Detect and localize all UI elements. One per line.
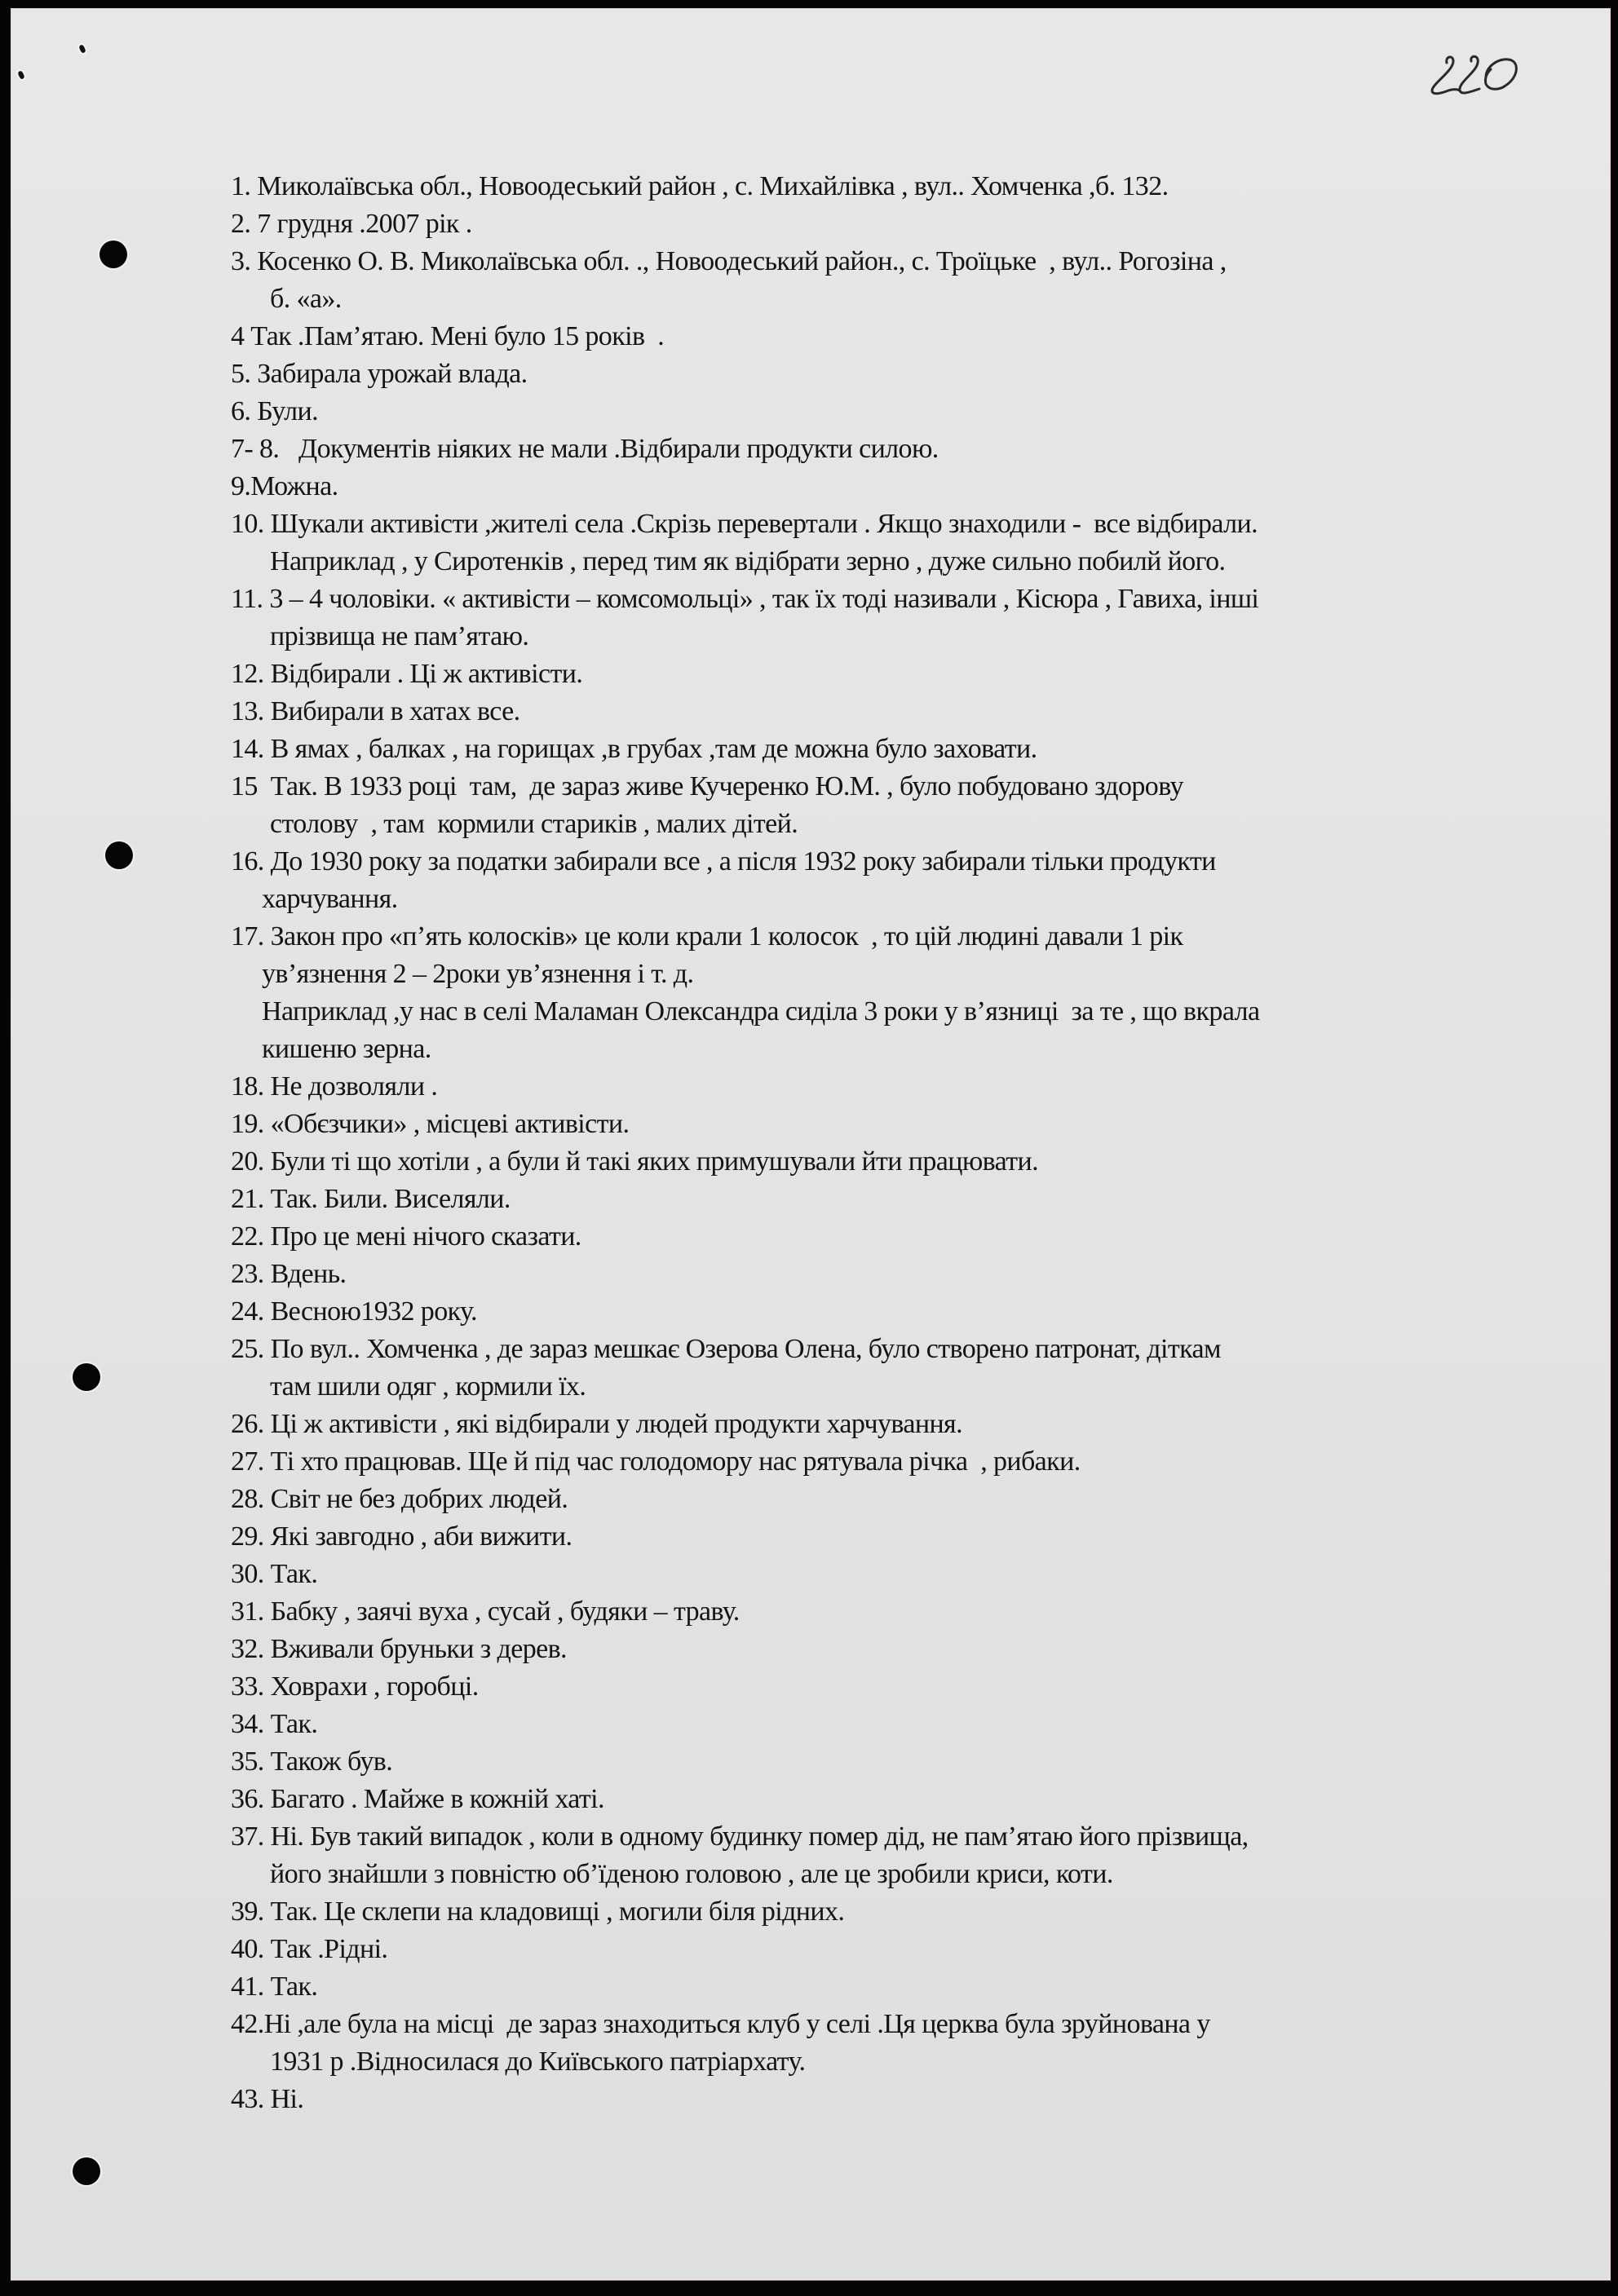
handwritten-page-number [1421,45,1535,102]
answer-line: 34. Так. [231,1709,318,1739]
answer-line: 33. Ховрахи , горобці. [231,1671,479,1702]
answer-line: 32. Вживали бруньки з дерев. [231,1634,567,1664]
answer-line: 41. Так. [231,1971,318,2002]
answer-line: 27. Ті хто працював. Ще й під час голодомору нас рятувала річка , рибаки. [231,1446,1081,1477]
binder-hole [99,241,127,268]
answer-line: 43. Ні. [231,2084,304,2114]
answer-line: 31. Бабку , заячі вуха , сусай , будяки – траву. [231,1596,740,1627]
answer-line: 36. Багато . Майже в кожній хаті. [231,1784,604,1814]
answer-line: 22. Про це мені нічого сказати. [231,1221,581,1252]
answer-line: 40. Так .Рідні. [231,1934,388,1964]
paper-speck [78,44,86,54]
answer-line: 11. 3 – 4 чоловіки. « активісти – комсомольці» , так їх тоді називали , Кісюра , Гавиха, інші [231,584,1259,614]
answer-line: 10. Шукали активісти ,жителі села .Скрізь перевертали . Якщо знаходили - все відбирали. [231,509,1258,539]
answer-line: 23. Вдень. [231,1259,347,1289]
answer-line: 20. Були ті що хотіли , а були й такі яких примушували йти працювати. [231,1146,1039,1177]
answer-line: 29. Які завгодно , аби вижити. [231,1521,572,1552]
answer-line: 5. Забирала урожай влада. [231,359,528,389]
answer-line: 25. По вул.. Хомченка , де зараз мешкає Озерова Олена, було створено патронат, діткам [231,1334,1221,1364]
answer-line: 18. Не дозволяли . [231,1071,438,1102]
binder-hole [73,2157,100,2185]
answer-line: 19. «Обєзчики» , місцеві активісти. [231,1109,630,1139]
answer-line-continuation: Наприклад ,у нас в селі Маламан Олександра сиділа 3 роки у в’язниці за те , що вкрала [262,996,1260,1027]
answer-line: 30. Так. [231,1559,318,1589]
paper-speck [17,70,25,80]
answer-line-continuation: його знайшли з повністю об’їденою головою , але це зробили криси, коти. [270,1859,1113,1889]
answer-line: 35. Також був. [231,1746,393,1777]
answer-line: 15 Так. В 1933 році там, де зараз живе Кучеренко Ю.М. , було побудовано здорову [231,771,1183,801]
answer-line-continuation: Наприклад , у Сиротенків , перед тим як відібрати зерно , дуже сильно побилй його. [270,546,1226,576]
answer-line-continuation: там шили одяг , кормили їх. [270,1371,586,1402]
answer-line: 42.Ні ,але була на місці де зараз знаходиться клуб у селі .Ця церква була зруйнована у [231,2009,1210,2039]
answer-line: 3. Косенко О. В. Миколаївська обл. ., Новоодеський район., с. Троїцьке , вул.. Рогозіна , [231,246,1227,276]
answer-line: 13. Вибирали в хатах все. [231,696,520,726]
answer-line: 6. Були. [231,396,319,426]
answer-line: 37. Ні. Був такий випадок , коли в одному будинку помер дід, не пам’ятаю його прізвища, [231,1821,1249,1852]
answer-line-continuation: столову , там кормили стариків , малих дітей. [270,809,798,839]
answer-line: 16. До 1930 року за податки забирали все , а після 1932 року забирали тільки продукти [231,846,1216,876]
answer-line: 14. В ямах , балках , на горищах ,в грубах ,там де можна було заховати. [231,734,1037,764]
answer-line-continuation: харчування. [262,884,398,914]
answer-line-continuation: прізвища не пам’ятаю. [270,621,529,651]
answer-line: 21. Так. Били. Виселяли. [231,1184,511,1214]
answer-line: 39. Так. Це склепи на кладовищі , могили біля рідних. [231,1896,845,1927]
answer-line: 12. Відбирали . Ці ж активісти. [231,659,583,689]
answer-line: 1. Миколаївська обл., Новоодеський район , с. Михайлівка , вул.. Хомченка ,б. 132. [231,171,1169,201]
answer-line: 9.Можна. [231,471,338,501]
answer-line-continuation: кишеню зерна. [262,1034,431,1064]
answer-line-continuation: б. «а». [270,284,342,314]
answer-line: 28. Світ не без добрих людей. [231,1484,568,1514]
answer-line-continuation: 1931 р .Відносилася до Київського патріархату. [270,2047,806,2077]
answer-line: 24. Весною1932 року. [231,1296,477,1327]
answer-line: 2. 7 грудня .2007 рік . [231,209,472,239]
document-body [231,168,1503,2118]
answer-line: 7- 8. Документів ніяких не мали .Відбирали продукти силою. [231,434,939,464]
answer-line: 4 Так .Пам’ятаю. Мені було 15 років . [231,321,665,351]
binder-hole [105,841,133,869]
answer-line-continuation: ув’язнення 2 – 2роки ув’язнення і т. д. [262,959,694,989]
handwritten-page-number-drawing [1421,45,1535,102]
answer-line: 17. Закон про «п’ять колосків» це коли крали 1 колосок , то цій людині давали 1 рік [231,921,1183,952]
document-page [11,8,1611,2281]
answer-line: 26. Ці ж активісти , які відбирали у людей продукти харчування. [231,1409,962,1439]
binder-hole [73,1363,100,1391]
